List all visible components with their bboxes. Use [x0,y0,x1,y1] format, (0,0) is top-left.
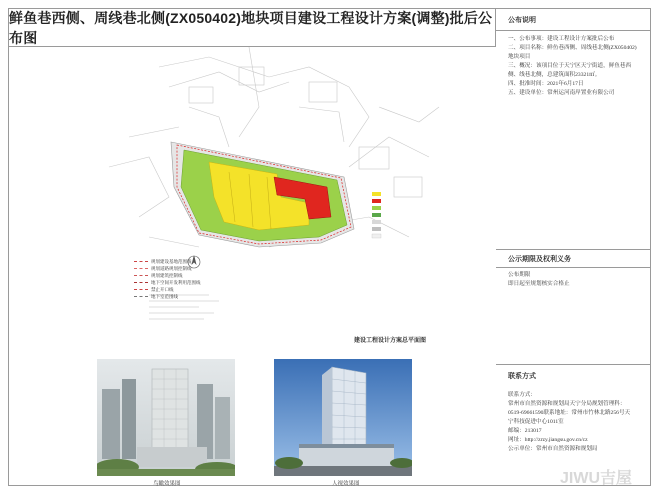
contact-line: 宁科技促进中心1011室 [508,418,564,425]
street-render-image [274,359,412,476]
contact-line: 网址：http://zrzy.jiangsu.gov.cn/cz [508,436,588,443]
site-plan-drawing [9,47,496,354]
plan-caption: 建设工程设计方案总平面图 [354,338,427,344]
period-line: 即日起至规划核实合格止 [508,280,570,287]
page-title: 鲜鱼巷西侧、周线巷北侧(ZX050402)地块项目建设工程设计方案(调整)批后公布图 [9,9,496,47]
notice-line: 四、批准时间：2021年6月17日 [508,80,584,87]
site-plan [9,47,496,354]
contact-line: 联系方式： [508,392,536,398]
notice-line: 二、项目名称：鲜鱼巷西侧、周线巷北侧(ZX050402) [508,44,637,51]
info-column [496,9,650,485]
legend-item: 规划道路规划控制线 [134,265,226,272]
legend-item: 地下室范围线 [134,293,226,300]
notice-line: 侧、线巷北侧，总建筑面积23321㎡。 [508,71,601,78]
contact-line: 常州市自然资源和规划局天宁分局规划管理科： [508,400,626,407]
notice-line: 地块项目 [508,53,531,60]
legend-item: 规划建设基地范围线 [134,258,226,265]
notice-line: 五、建设单位：常州运河南岸置业有限公司 [508,89,615,96]
legend-item: 规划建筑控制线 [134,272,226,279]
contact-line: 公示单位：常州市自然资源和规划局 [508,445,598,452]
street-render-caption: 人视效果图 [332,481,360,487]
aerial-render-image [97,359,235,476]
contact-body [496,391,650,454]
plan-legend [134,258,226,302]
period-heading: 公示期限及权利义务 [496,250,650,268]
contact-line: 邮编：213017 [508,427,542,434]
divider [496,364,650,365]
period-body [496,271,650,289]
contact-line: 0519-69661590联系地址：常州市竹林北路256号天 [508,409,631,416]
aerial-render-caption: 鸟瞰效果图 [153,481,181,487]
notice-line: 一、公布事项：建设工程设计方案批后公布 [508,36,615,42]
legend-item: 地下空间开发利用范围线 [134,279,226,286]
notice-line: 三、概况：该项目位于天宁区天宁街道，鲜鱼巷西 [508,62,632,69]
contact-heading: 联系方式 [508,373,536,380]
notice-sheet [8,8,651,486]
legend-item: 禁止开口线 [134,286,226,293]
notice-body [496,35,650,98]
period-line: 公布期限 [508,272,531,278]
watermark-logo: JIWU吉屋 [560,470,633,487]
notice-heading: 公布说明 [496,9,650,31]
